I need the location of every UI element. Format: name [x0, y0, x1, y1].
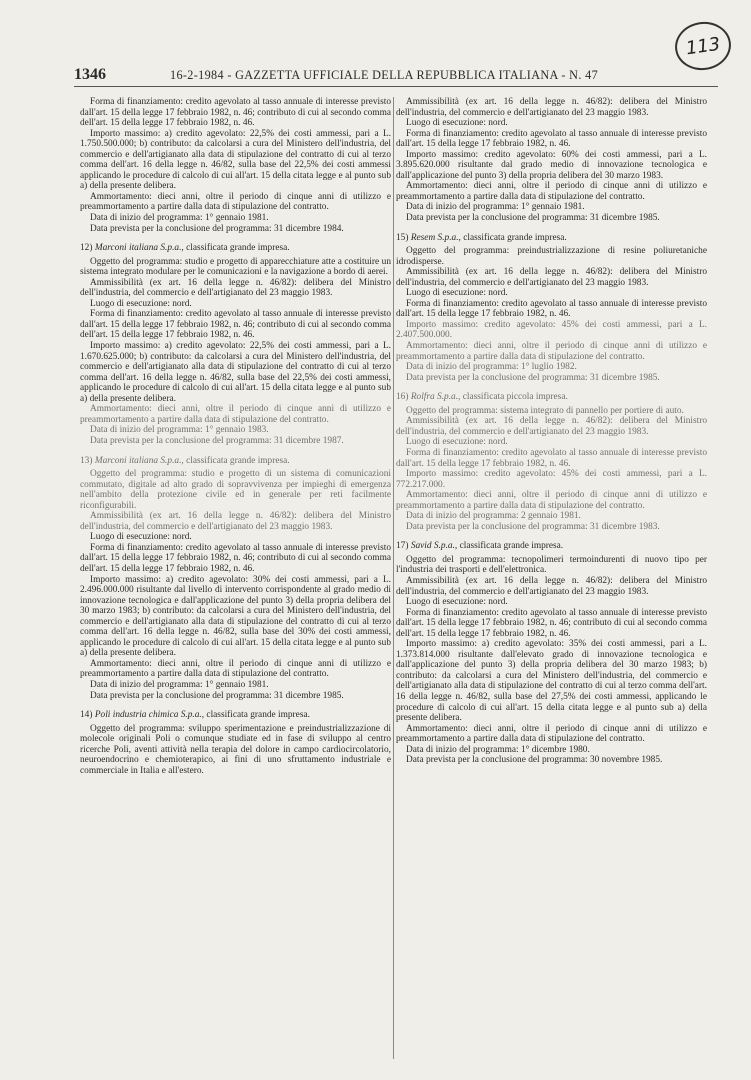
- paragraph: Ammortamento: dieci anni, oltre il periodo di cinque anni di utilizzo e preammortamento a partire dalla data di stipulazione del contratto.: [80, 404, 391, 425]
- paragraph: Data prevista per la conclusione del programma: 31 dicembre 1985.: [406, 213, 660, 224]
- running-title: 16-2-1984 - GAZZETTA UFFICIALE DELLA REPUBBLICA ITALIANA - N. 47: [170, 68, 599, 82]
- paragraph: Data di inizio del programma: 1° gennaio 1983.: [90, 425, 269, 436]
- paragraph: Data di inizio del programma: 1° gennaio 1981.: [90, 213, 269, 224]
- item-number: 12): [80, 243, 93, 254]
- company-heading: [396, 392, 707, 403]
- paragraph: Ammissibilità (ex art. 16 della legge n. 46/82): delibera del Ministro dell'industria, del commercio e dell'artigianato del 23 maggio 1983.: [396, 267, 707, 288]
- item-number: 13): [80, 455, 93, 466]
- item-number: 15): [396, 232, 409, 243]
- company-name: Marconi italiana S.p.a.,: [94, 243, 184, 254]
- paragraph: Oggetto del programma: tecnopolimeri termoindurenti di nuovo tipo per l'industria dei trasporti e dell'elettronica.: [396, 554, 707, 576]
- item-number: 14): [80, 710, 93, 721]
- paragraph: Importo massimo: a) credito agevolato: 30% dei costi ammessi, pari a L. 2.496.000.000 risultante dal livello di intervento corrispondente al grado medio di innovazione tecnologica e dall'applicazione del punto 3) della propria delibera del 30 marzo 1983; b) contributo: da calcolarsi a cura del Ministero dell'industria, del commercio e dell'artigianato alla data di stipulazione del contratto di cui al terzo comma dell'art. 16 della legge n. 46/82, sulla base del 30% dei costi ammessi, applicando le procedure di calcolo di cui all'art. 15 della citata legge e al punto sub a) della presente delibera.: [80, 574, 391, 659]
- company-class: classificata piccola impresa.: [462, 392, 568, 403]
- company-class: classificata grande impresa.: [463, 232, 567, 243]
- company-heading: [80, 243, 391, 254]
- paragraph: Data prevista per la conclusione del programma: 31 dicembre 1985.: [90, 690, 344, 701]
- page-stamp: 113: [672, 18, 734, 73]
- company-name: Marconi italiana S.p.a.,: [94, 455, 184, 466]
- column-separator: [393, 97, 394, 1059]
- company-class: classificata grande impresa.: [459, 541, 564, 552]
- paragraph: Data di inizio del programma: 1° luglio 1982.: [406, 362, 577, 373]
- paragraph: Ammissibilità (ex art. 16 della legge n. 46/82): delibera del Ministro dell'industria, del commercio e dell'artigianato del 23 maggio 1983.: [80, 277, 391, 299]
- paragraph: Oggetto del programma: studio e progetto di apparecchiature atte a costituire un sistema integrato modulare per le comunicazioni e la navigazione a bordo di aerei.: [80, 256, 391, 278]
- paragraph: Importo massimo: a) credito agevolato: 35% dei costi ammessi, pari a L. 1.373.814.000 risultante dall'elevato grado di innovazione tecnologica e dall'applicazione del punto 3) della propria delibera del 30 marzo 1983; b) contributo: da calcolarsi a cura del Ministero dell'industria, del commercio e dell'artigianato alla data di stipulazione del contratto di cui al terzo comma dell'art. 16 della legge n. 46/82, sulla base del 27,5% dei costi ammessi, applicando le procedure di calcolo di cui all'art. 15 della citata legge e al punto sub a) della presente delibera.: [396, 639, 707, 724]
- page-header: [74, 66, 714, 84]
- item-number: 17): [396, 541, 409, 552]
- paragraph: Ammissibilità (ex art. 16 della legge n. 46/82): delibera del Ministro dell'industria, del commercio e dell'artigianato del 23 maggio 1983.: [396, 97, 707, 118]
- paragraph: Ammortamento: dieci anni, oltre il periodo di cinque anni di utilizzo e preammortamento a partire dalla data di stipulazione del contratto.: [80, 658, 391, 680]
- paragraph: Oggetto del programma: studio e progetto di un sistema di comunicazioni commutato, digitale ad alto grado di sopravvivenza per impieghi di emergenza nell'ambito della protezione civile ed in generale per reti facilmente riconfigurabili.: [80, 469, 391, 511]
- paragraph: Luogo di esecuzione: nord.: [406, 597, 508, 608]
- company-heading: [396, 541, 707, 552]
- paragraph: Data prevista per la conclusione del programma: 31 dicembre 1987.: [90, 435, 344, 446]
- paragraph: Oggetto del programma: preindustrializzazione di resine poliuretaniche idrodisperse.: [396, 246, 707, 267]
- company-class: classificata grande impresa.: [186, 455, 290, 466]
- left-column: [80, 97, 391, 776]
- paragraph: Data prevista per la conclusione del programma: 31 dicembre 1985.: [406, 372, 660, 383]
- paragraph: Importo massimo: credito agevolato: 45% dei costi ammessi, pari a L. 2.407.500.000.: [396, 319, 707, 341]
- paragraph: Data prevista per la conclusione del programma: 31 dicembre 1983.: [406, 521, 660, 532]
- paragraph: Forma di finanziamento: credito agevolato al tasso annuale di interesse previsto dall'art. 15 della legge 17 febbraio 1982, n. 46; contributo di cui al secondo comma dell'art. 15 della legge 17 febbraio 1982, n. 46.: [80, 97, 391, 129]
- company-heading: [80, 710, 391, 721]
- paragraph: Data prevista per la conclusione del programma: 30 novembre 1985.: [406, 755, 663, 766]
- company-name: Resem S.p.a.,: [410, 232, 461, 243]
- paragraph: Luogo di esecuzione: nord.: [406, 288, 508, 299]
- paragraph: Data di inizio del programma: 2 gennaio 1981.: [406, 511, 581, 522]
- right-column: [396, 97, 707, 766]
- paragraph: Forma di finanziamento: credito agevolato al tasso annuale di interesse previsto dall'art. 15 della legge 17 febbraio 1982, n. 46.: [396, 128, 707, 150]
- company-heading: [80, 456, 391, 467]
- page-number: 1346: [74, 66, 106, 83]
- header-rule: [74, 86, 718, 87]
- paragraph: Luogo di esecuzione: nord.: [406, 118, 508, 129]
- company-heading: [396, 233, 707, 244]
- paragraph: Ammortamento: dieci anni, oltre il periodo di cinque anni di utilizzo e preammortamento a partire dalla data di stipulazione del contratto.: [396, 341, 707, 362]
- paragraph: Forma di finanziamento: credito agevolato al tasso annuale di interesse previsto dall'art. 15 della legge 17 febbraio 1982, n. 46; contributo di cui al secondo comma dell'art. 15 della legge 17 febbraio 1982, n. 46.: [80, 309, 391, 341]
- company-class: classificata grande impresa.: [206, 710, 310, 721]
- item-number: 16): [396, 392, 409, 403]
- paragraph: Data prevista per la conclusione del programma: 31 dicembre 1984.: [90, 223, 344, 234]
- paragraph: Luogo di esecuzione: nord.: [90, 298, 192, 309]
- paragraph: Oggetto del programma: sviluppo sperimentazione e preindustrializzazione di molecole originali Poli o comunque studiate ed in fase di sviluppo al centro ricerche Poli, aventi attività nella terapia del dolore in campo cardiocircolatorio, neuroendocrino e chemioterapico, ai fini di uno sfruttamento industriale e commerciale in Italia e all'estero.: [80, 723, 391, 776]
- paragraph: Forma di finanziamento: credito agevolato al tasso annuale di interesse previsto dall'art. 15 della legge 17 febbraio 1982, n. 46; contributo di cui al secondo comma dell'art. 15 della legge 17 febbraio 1982, n. 46.: [80, 542, 391, 574]
- paragraph: Data di inizio del programma: 1° dicembre 1980.: [406, 744, 590, 755]
- paragraph: Importo massimo: credito agevolato: 45% dei costi ammessi, pari a L. 772.217.000.: [396, 469, 707, 490]
- paragraph: Luogo di esecuzione: nord.: [406, 437, 508, 448]
- company-name: Rolfra S.p.a.,: [410, 392, 461, 403]
- paragraph: Data di inizio del programma: 1° gennaio 1981.: [406, 202, 585, 213]
- paragraph: Forma di finanziamento: credito agevolato al tasso annuale di interesse previsto dall'art. 15 della legge 17 febbraio 1982, n. 46.: [396, 447, 707, 469]
- paragraph: Importo massimo: a) credito agevolato: 22,5% dei costi ammessi, pari a L. 1.670.625.000; b) contributo: da calcolarsi a cura del Ministero dell'industria, del commercio e dell'artigianato alla data di stipulazione del contratto di cui al terzo comma dell'art. 16 della legge n. 46/82, sulla base del 22,5% dei costi ammessi, applicando le procedure di calcolo di cui all'art. 15 della citata legge e al punto sub a) della presente delibera.: [80, 341, 391, 404]
- paragraph: Ammissibilità (ex art. 16 della legge n. 46/82): delibera del Ministro dell'industria, del commercio e dell'artigianato del 23 maggio 1983.: [396, 416, 707, 437]
- paragraph: Forma di finanziamento: credito agevolato al tasso annuale di interesse previsto dall'art. 15 della legge 17 febbraio 1982, n. 46.: [396, 298, 707, 320]
- paragraph: Importo massimo: a) credito agevolato: 22,5% dei costi ammessi, pari a L. 1.750.500.000; b) contributo: da calcolarsi a cura del Ministero dell'industria, del commercio e dell'artigianato alla data di stipulazione del contratto di cui al terzo comma dell'art. 16 della legge n. 46/82, sulla base del 22,5% dei costi ammessi applicando le procedure di calcolo di cui all'art. 15 della citata legge e al punto sub a) della presente delibera.: [80, 128, 391, 192]
- company-name: Poli industria chimica S.p.a.,: [94, 710, 205, 721]
- paragraph: Oggetto del programma: sistema integrato di pannello per portiere di auto.: [406, 405, 684, 416]
- paragraph: Ammortamento: dieci anni, oltre il periodo di cinque anni di utilizzo e preammortamento a partire dalla data di stipulazione del contratto.: [396, 723, 707, 745]
- paragraph: Ammissibilità (ex art. 16 della legge n. 46/82): delibera del Ministro dell'industria, del commercio e dell'artigianato del 23 maggio 1983.: [396, 575, 707, 597]
- paragraph: Ammissibilità (ex art. 16 della legge n. 46/82): delibera del Ministro dell'industria, del commercio e dell'artigianato del 23 maggio 1983.: [80, 511, 391, 532]
- paragraph: Luogo di esecuzione: nord.: [90, 532, 192, 543]
- paragraph: Ammortamento: dieci anni, oltre il periodo di cinque anni di utilizzo e preammortamento a partire dalla data di stipulazione del contratto.: [396, 490, 707, 511]
- company-class: classificata grande impresa.: [186, 243, 290, 254]
- paragraph: Ammortamento: dieci anni, oltre il periodo di cinque anni di utilizzo e preammortamento a partire dalla data di stipulazione del contratto.: [396, 181, 707, 202]
- paragraph: Data di inizio del programma: 1° gennaio 1981.: [90, 679, 269, 690]
- paragraph: Importo massimo: credito agevolato: 60% dei costi ammessi, pari a L. 3.895.620.000 risultante dal grado medio di innovazione tecnologica e dall'applicazione del punto 3) della propria delibera del 30 marzo 1983.: [396, 149, 707, 181]
- paragraph: Forma di finanziamento: credito agevolato al tasso annuale di interesse previsto dall'art. 15 della legge 17 febbraio 1982, n. 46; contributo di cui al secondo comma dell'art. 15 della legge 17 febbraio 1982, n. 46.: [396, 607, 707, 639]
- paragraph: Ammortamento: dieci anni, oltre il periodo di cinque anni di utilizzo e preammortamento a partire dalla data di stipulazione del contratto.: [80, 191, 391, 213]
- company-name: Savid S.p.a.,: [410, 541, 458, 552]
